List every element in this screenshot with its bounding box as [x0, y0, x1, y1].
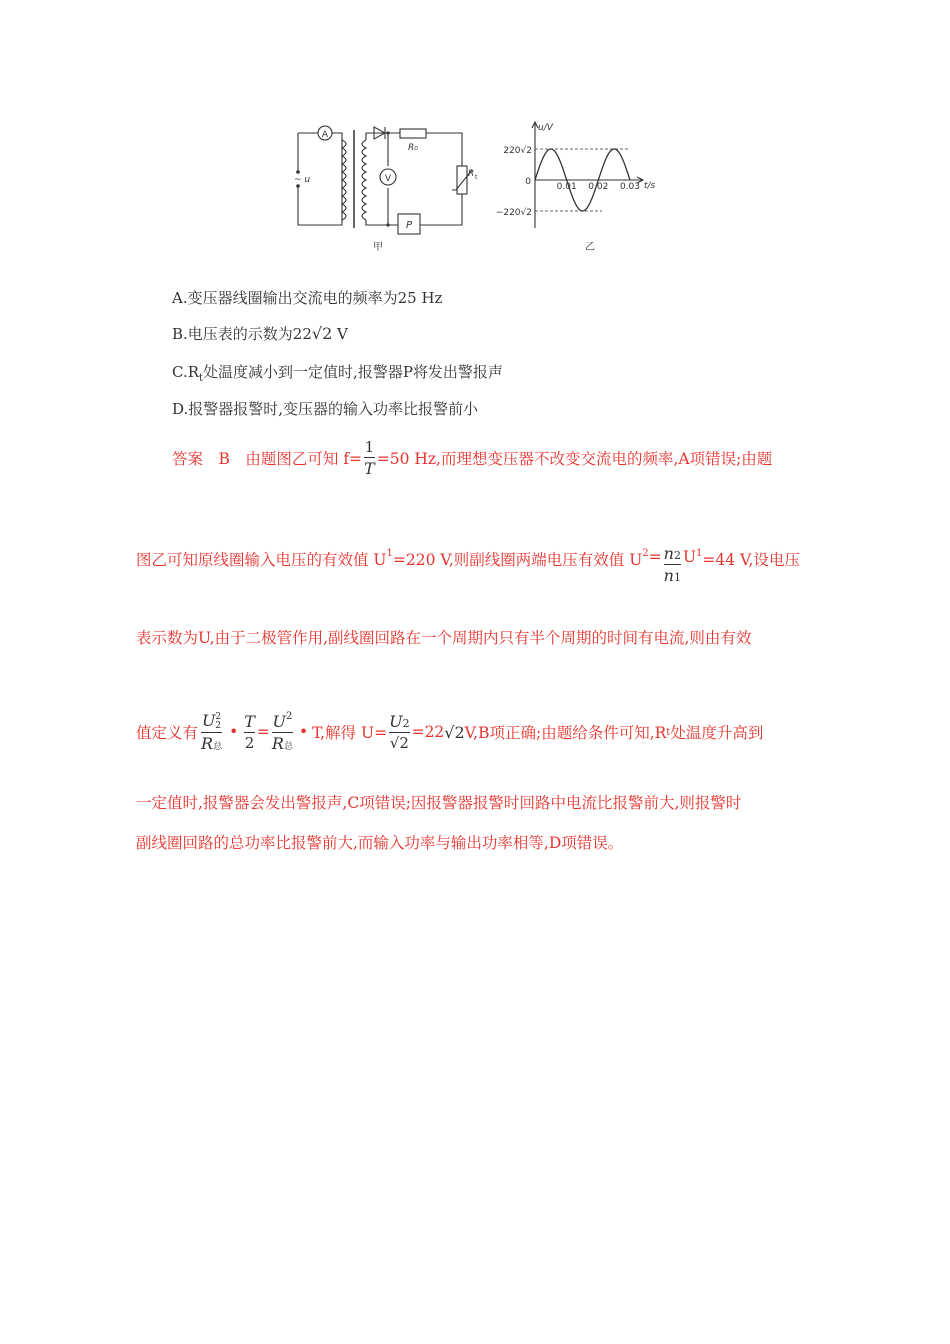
- fraction-t-over-2: $\frac{T}{2}$: [244, 712, 255, 752]
- answer-line-1-text: =50 Hz,而理想变压器不改变交流电的频率,A项错误;由题: [376, 450, 773, 468]
- answer-line-1: [172, 436, 772, 480]
- rt-label: R: [468, 169, 475, 179]
- xtick-label: 0.03: [619, 182, 641, 192]
- rt-sub: t: [475, 174, 478, 181]
- fraction-u2-over-r: U 2 2 R总: [201, 711, 223, 753]
- secondary-coil: [362, 140, 366, 220]
- option-c: [172, 361, 503, 384]
- fraction-n2-over-n1: $\frac{n2}{n1}$: [663, 544, 681, 585]
- source-label: ~ u: [294, 175, 311, 185]
- circuit-caption: 甲: [373, 242, 383, 253]
- option-a: A.变压器线圈输出交流电的频率为25 Hz: [172, 289, 443, 307]
- option-c-sub: t: [199, 373, 204, 384]
- xtick-label: 0.02: [588, 182, 609, 192]
- fraction-u-sq-over-r: $\frac{U^2}{\text{R总}}$: [271, 711, 293, 753]
- fraction-u2-over-sqrt2: $\frac{U2}{√2}$: [389, 712, 410, 752]
- thermistor-rt: [457, 166, 467, 194]
- xtick-label: 0.01: [556, 182, 577, 192]
- option-b-text: B.电压表的示数为22: [172, 325, 312, 343]
- fraction-1-over-t: $\frac{1}{T}$: [364, 438, 375, 478]
- y-label: u/V: [538, 123, 553, 133]
- voltage-graph: [490, 118, 680, 258]
- x-label: t/s: [644, 181, 656, 191]
- answer-line-3: 表示数为U,由于二极管作用,副线圈回路在一个周期内只有半个周期的时间有电流,则由有效: [136, 629, 752, 647]
- ytick-top: 220√2: [503, 146, 532, 156]
- primary-coil: [342, 140, 346, 220]
- sqrt-two: √2: [444, 722, 465, 742]
- answer-label: 答案 B 由题图乙可知 f=: [172, 450, 363, 468]
- ammeter-label: A: [321, 130, 329, 140]
- answer-line-2: 图乙可知原线圈输入电压的有效值 U 1 =220 V,则副线圈两端电压有效值 U 2 = $\frac{n2}{n1}$ U 1 =44 V,设电压: [136, 544, 800, 585]
- graph-caption: 乙: [585, 242, 595, 253]
- option-b-unit: V: [332, 325, 348, 343]
- option-b: [172, 323, 348, 344]
- circuit-diagram: [288, 118, 488, 258]
- resistor-r0: [400, 129, 426, 138]
- option-d: D.报警器报警时,变压器的输入功率比报警前小: [172, 400, 479, 418]
- r0-label: R₀: [408, 143, 418, 153]
- origin-label: 0: [525, 177, 531, 187]
- answer-line-4: 值定义有 U 2 2 R总 • $\frac{T}{2}$ = $\frac{U^2}{\text{R总}}$ • T,解得 U= $\frac{U2}{√2}$ =22 √2 V,B项正确;由题给条件可知,R t 处温度升高到: [136, 711, 764, 753]
- answer-line-6: 副线圈回路的总功率比报警前大,而输入功率与输出功率相等,D项错误。: [136, 834, 624, 852]
- sqrt-two-glyph: √2: [311, 324, 333, 343]
- answer-line-5: 一定值时,报警器会发出警报声,C项错误;因报警器报警时回路中电流比报警前大,则报警时: [136, 794, 742, 812]
- voltmeter-label: V: [384, 174, 392, 184]
- option-c-prefix: C.R: [172, 363, 200, 381]
- ytick-bottom: −220√2: [495, 208, 532, 218]
- option-c-text: 处温度减小到一定值时,报警器P将发出警报声: [203, 363, 503, 381]
- alarm-label: P: [405, 220, 413, 231]
